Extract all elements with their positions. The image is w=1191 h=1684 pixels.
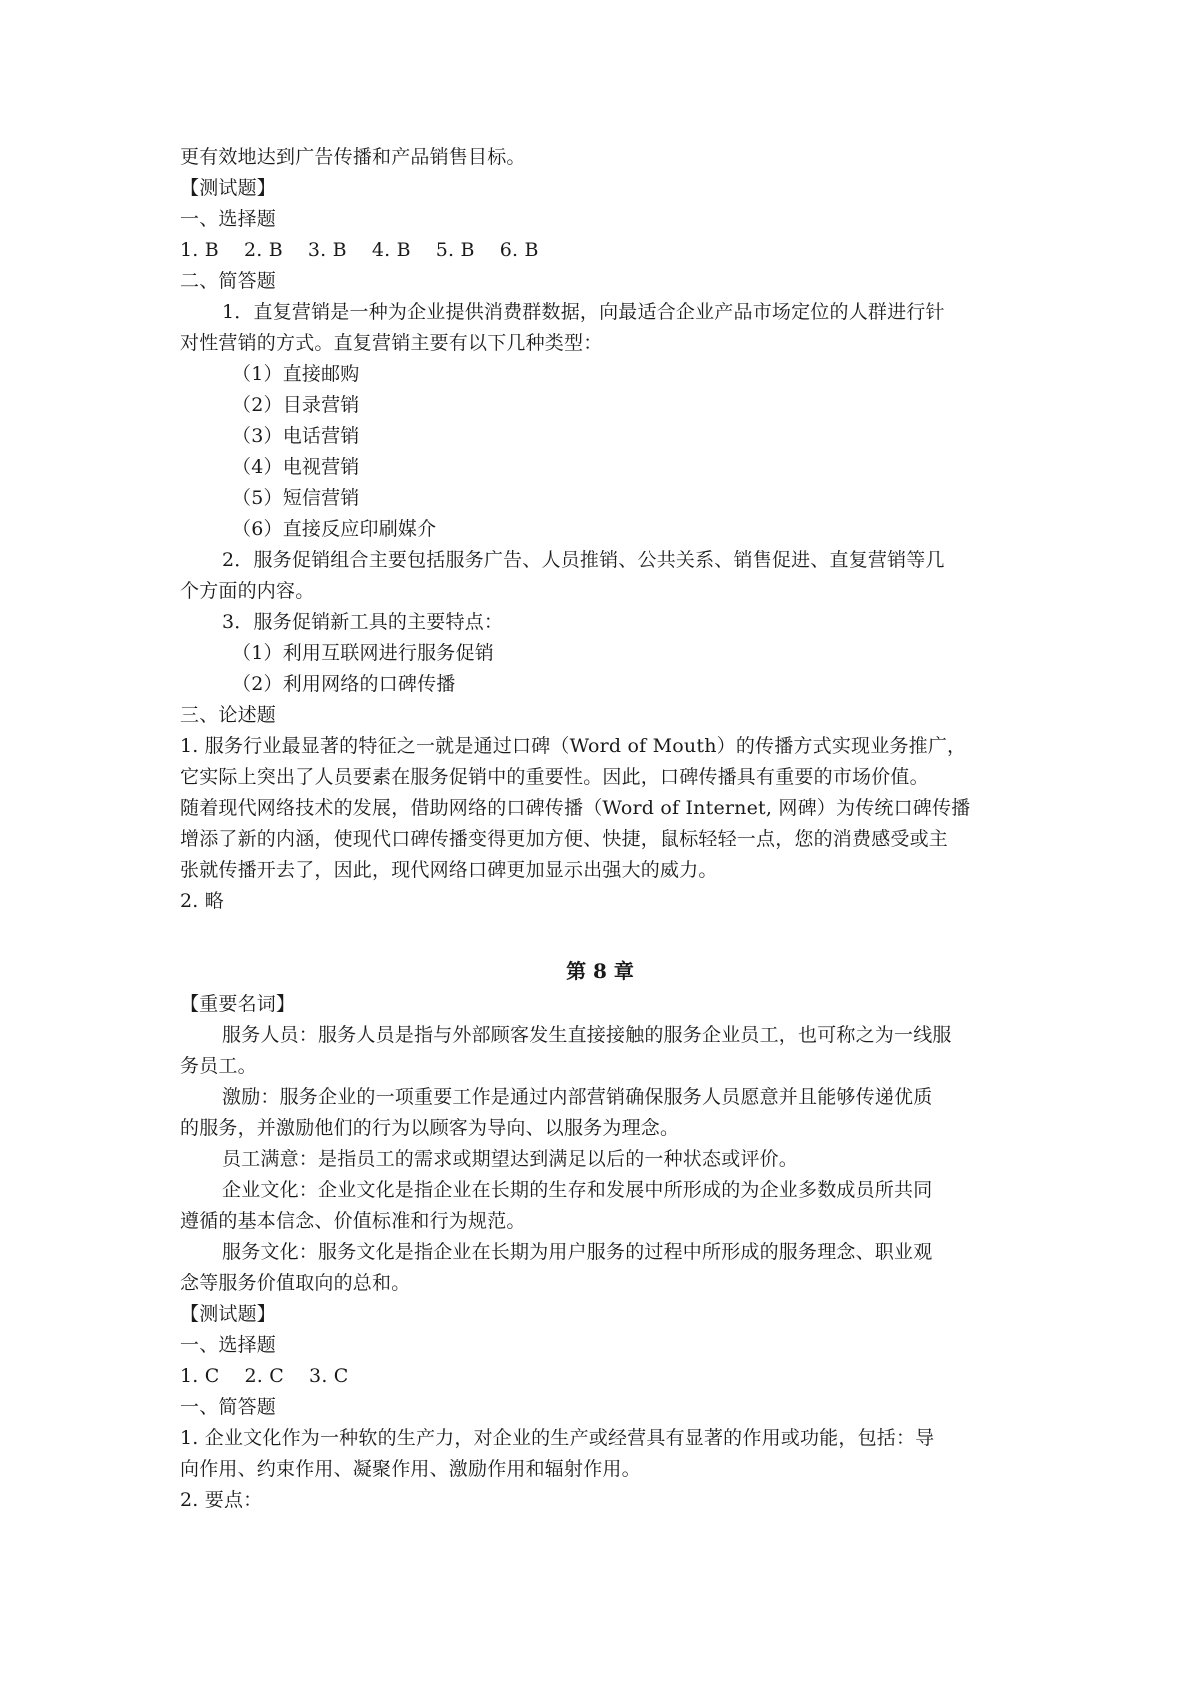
paragraph-line: 向作用、约束作用、凝聚作用、激励作用和辐射作用。: [180, 1458, 641, 1480]
term-line: 激励：服务企业的一项重要工作是通过内部营销确保服务人员愿意并且能够传递优质: [222, 1086, 933, 1108]
list-item: （6）直接反应印刷媒介: [232, 518, 437, 540]
answer-item: 4. B: [371, 239, 411, 261]
test-heading: 【测试题】: [180, 1303, 277, 1325]
continuation-text: 更有效地达到广告传播和产品销售目标。: [180, 146, 526, 168]
term-line: 务员工。: [180, 1055, 257, 1077]
answer-item: 1. B: [180, 239, 219, 261]
essay-line: 1. 服务行业最显著的特征之一就是通过口碑（Word of Mouth）的传播方式实现业务推广，: [180, 735, 967, 757]
paragraph-line: 2. 要点：: [180, 1489, 263, 1511]
paragraph-line: 2．服务促销组合主要包括服务广告、人员推销、公共关系、销售促进、直复营销等几: [222, 549, 945, 571]
short-answer-heading: 一、简答题: [180, 1396, 277, 1418]
list-item: （1）利用互联网进行服务促销: [232, 642, 494, 664]
essay-heading: 三、论述题: [180, 704, 277, 726]
short-answer-heading: 二、简答题: [180, 270, 277, 292]
paragraph-line: 个方面的内容。: [180, 580, 315, 602]
answer-item: 2. C: [244, 1365, 285, 1387]
answer-item: 3. B: [307, 239, 347, 261]
term-line: 企业文化：企业文化是指企业在长期的生存和发展中所形成的为企业多数成员所共同: [222, 1179, 933, 1201]
term-line: 遵循的基本信念、价值标准和行为规范。: [180, 1210, 526, 1232]
spacer: [180, 917, 1020, 948]
choice-answers: [180, 1361, 1020, 1392]
choice-answers: [180, 235, 1020, 266]
answer-item: 5. B: [435, 239, 475, 261]
terms-heading: 【重要名词】: [180, 993, 296, 1015]
list-item: （1）直接邮购: [232, 363, 360, 385]
test-heading: 【测试题】: [180, 177, 277, 199]
chapter-title: 第 8 章: [566, 959, 634, 983]
essay-line: 2. 略: [180, 890, 224, 912]
paragraph-line: 对性营销的方式。直复营销主要有以下几种类型：: [180, 332, 603, 354]
essay-line: 随着现代网络技术的发展，借助网络的口碑传播（Word of Internet, 网碑）为传统口碑传播: [180, 797, 971, 819]
paragraph-line: 1．直复营销是一种为企业提供消费群数据，向最适合企业产品市场定位的人群进行针: [222, 301, 945, 323]
answer-item: 1. C: [180, 1365, 220, 1387]
list-item: （3）电话营销: [232, 425, 360, 447]
list-item: （2）利用网络的口碑传播: [232, 673, 456, 695]
answer-item: 3. C: [309, 1365, 349, 1387]
essay-line: 增添了新的内涵，使现代口碑传播变得更加方便、快捷，鼠标轻轻一点，您的消费感受或主: [180, 828, 949, 850]
list-item: （5）短信营销: [232, 487, 360, 509]
term-line: 服务人员：服务人员是指与外部顾客发生直接接触的服务企业员工，也可称之为一线服: [222, 1024, 952, 1046]
essay-line: 它实际上突出了人员要素在服务促销中的重要性。因此，口碑传播具有重要的市场价值。: [180, 766, 929, 788]
essay-line: 张就传播开去了，因此，现代网络口碑更加显示出强大的威力。: [180, 859, 718, 881]
term-line: 念等服务价值取向的总和。: [180, 1272, 411, 1294]
term-line: 服务文化：服务文化是指企业在长期为用户服务的过程中所形成的服务理念、职业观: [222, 1241, 933, 1263]
term-line: 的服务，并激励他们的行为以顾客为导向、以服务为理念。: [180, 1117, 680, 1139]
document-page: [180, 142, 1020, 1516]
choice-heading: 一、选择题: [180, 1334, 277, 1356]
paragraph-line: 1. 企业文化作为一种软的生产力，对企业的生产或经营具有显著的作用或功能，包括：导: [180, 1427, 935, 1449]
choice-heading: 一、选择题: [180, 208, 277, 230]
paragraph-line: 3．服务促销新工具的主要特点：: [222, 611, 504, 633]
answer-item: 2. B: [243, 239, 283, 261]
list-item: （4）电视营销: [232, 456, 360, 478]
term-line: 员工满意：是指员工的需求或期望达到满足以后的一种状态或评价。: [222, 1148, 799, 1170]
answer-item: 6. B: [499, 239, 539, 261]
list-item: （2）目录营销: [232, 394, 360, 416]
